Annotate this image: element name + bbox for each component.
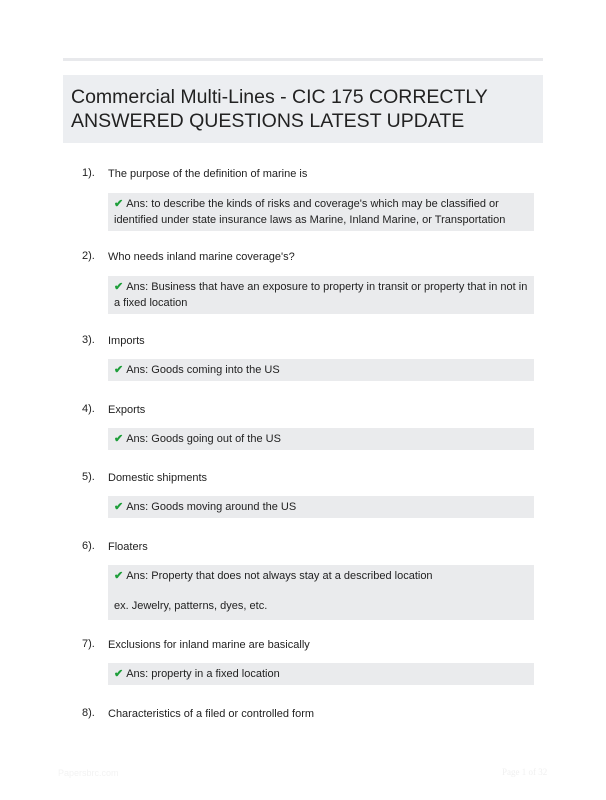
question-number: 2). — [82, 250, 95, 262]
footer-watermark: Papersbrc.com — [58, 768, 119, 778]
answer-box — [108, 193, 534, 231]
question-text: Floaters — [108, 541, 148, 553]
question-number: 6). — [82, 540, 95, 552]
check-icon: ✔ — [114, 364, 124, 376]
answer-box — [108, 359, 534, 381]
answer-text: Ans: Property that does not always stay at a described location — [126, 570, 433, 582]
check-icon: ✔ — [114, 281, 124, 293]
document-title: Commercial Multi-Lines - CIC 175 CORRECTLY ANSWERED QUESTIONS LATEST UPDATE — [71, 86, 488, 132]
answer-extra: ex. Jewelry, patterns, dyes, etc. — [114, 600, 268, 612]
question-number: 5). — [82, 471, 95, 483]
answer-box — [108, 496, 534, 518]
top-divider — [63, 58, 543, 61]
question-text: Imports — [108, 335, 145, 347]
question-number: 8). — [82, 707, 95, 719]
page-number: Page 1 of 32 — [502, 767, 548, 777]
check-icon: ✔ — [114, 501, 124, 513]
question-text: The purpose of the definition of marine is — [108, 168, 308, 180]
question-number: 4). — [82, 403, 95, 415]
question-text: Domestic shipments — [108, 472, 208, 484]
answer-box — [108, 276, 534, 314]
answer-text: Ans: to describe the kinds of risks and coverage's which may be classified or identified under state insurance laws as Marine, Inland Marine, or Transportation — [114, 198, 506, 226]
check-icon: ✔ — [114, 668, 124, 680]
check-icon: ✔ — [114, 570, 124, 582]
question-text: Characteristics of a filed or controlled form — [108, 708, 315, 720]
answer-text: Ans: Goods moving around the US — [126, 501, 297, 513]
title-block — [63, 75, 543, 143]
check-icon: ✔ — [114, 198, 124, 210]
question-number: 3). — [82, 334, 95, 346]
answer-text: Ans: Goods coming into the US — [126, 364, 280, 376]
answer-box — [108, 565, 534, 620]
answer-text: Ans: Business that have an exposure to property in transit or property that in not in a fixed location — [114, 281, 528, 309]
check-icon: ✔ — [114, 433, 124, 445]
answer-box — [108, 428, 534, 450]
answer-box — [108, 663, 534, 685]
answer-text: Ans: Goods going out of the US — [126, 433, 281, 445]
question-text: Who needs inland marine coverage's? — [108, 251, 295, 263]
question-text: Exports — [108, 404, 146, 416]
question-number: 1). — [82, 167, 95, 179]
answer-text: Ans: property in a fixed location — [126, 668, 280, 680]
question-text: Exclusions for inland marine are basically — [108, 639, 310, 651]
question-number: 7). — [82, 638, 95, 650]
